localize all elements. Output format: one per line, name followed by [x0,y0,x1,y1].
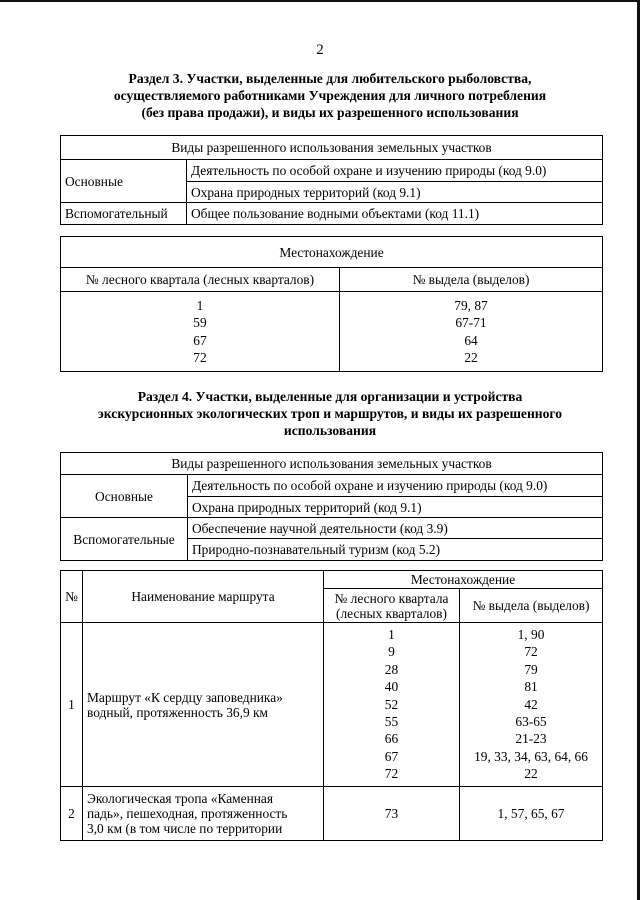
table-row [61,623,603,787]
plots-value: 79 [524,661,538,677]
quarter-value: 67 [193,332,207,348]
plots-value: 22 [464,349,478,365]
usage-table-header: Виды разрешенного использования земельных участков [61,136,603,160]
quarter-value: 28 [384,661,399,677]
quarter-value: 55 [384,713,399,729]
table-row [61,787,603,841]
quarter-column-header [324,589,460,623]
quarter-header-line: (лесных кварталов) [336,605,447,621]
section3-title-line: (без права продажи), и виды их разрешенного использования [141,105,519,120]
plots-list [460,623,603,787]
quarter-value: 1 [196,297,204,313]
plots-value: 1, 90 [517,627,545,642]
section3-title [70,70,590,121]
section3-location-table [60,236,603,372]
plots-value: 22 [524,766,538,782]
main-usage-label: Основные [61,475,188,518]
route-name [83,787,324,841]
section3-usage-table [60,135,603,225]
location-header: Местонахождение [61,237,603,268]
plots-value: 64 [464,332,478,348]
location-header: Местонахождение [324,571,603,589]
section3-title-line: Раздел 3. Участки, выделенные для любительского рыболовства, [128,71,532,86]
quarter-value: 66 [384,731,399,747]
route-name-header: Наименование маршрута [83,571,324,623]
section4-title [70,388,590,439]
main-usage-item: Охрана природных территорий (код 9.1) [187,182,603,203]
route-name [83,623,324,787]
route-name-line: падь», пешеходная, протяженность [87,806,288,821]
route-name-line: Маршрут «К сердцу заповедника» [87,689,283,705]
scan-edge-top [0,0,640,2]
page-number: 2 [316,42,324,58]
quarter-value: 9 [388,644,395,660]
section4-title-line: экскурсионных экологических троп и маршрутов, и виды их разрешенного [97,406,563,421]
main-usage-item: Деятельность по особой охране и изучению природы (код 9.0) [187,160,603,182]
plots-value: 19, 33, 34, 63, 64, 66 [474,748,588,764]
quarter-value: 59 [193,315,207,331]
plots-value: 1, 57, 65, 67 [460,787,603,841]
plots-value: 63-65 [515,713,547,729]
plots-value: 42 [524,696,538,712]
usage-table-header: Виды разрешенного использования земельных участков [61,453,603,475]
plots-value: 79, 87 [454,297,488,313]
route-name-line: водный, протяженность 36,9 км [87,704,268,720]
plots-value: 21-23 [515,731,547,747]
quarter-column-header: № лесного квартала (лесных кварталов) [61,268,340,292]
main-usage-label: Основные [61,160,187,203]
plots-column-header: № выдела (выделов) [340,268,603,292]
route-name-line: Экологическая тропа «Каменная [87,791,274,806]
quarter-value: 72 [193,349,207,365]
quarter-value: 67 [384,748,399,764]
section4-usage-table [60,452,603,561]
quarter-header-line: № лесного квартала [334,590,449,606]
route-number: 2 [61,787,83,841]
plots-value: 81 [524,679,538,695]
aux-usage-item: Природно-познавательный туризм (код 5.2) [188,539,603,561]
plots-list [340,292,603,372]
aux-usage-item: Обеспечение научной деятельности (код 3.9) [188,518,603,539]
route-name-line: 3,0 км (в том числе по территории [87,821,283,836]
quarter-value: 52 [384,696,399,712]
plots-value: 72 [524,644,538,660]
quarter-value: 40 [384,679,399,695]
section4-title-line: Раздел 4. Участки, выделенные для организации и устройства [137,389,523,404]
section3-title-line: осуществляемого работниками Учреждения для личного потребления [113,88,547,103]
main-usage-item: Деятельность по особой охране и изучению природы (код 9.0) [188,475,603,497]
aux-usage-label: Вспомогательные [61,518,188,561]
route-number-header: № [61,571,83,623]
plots-value: 67-71 [455,315,487,331]
plots-column-header: № выдела (выделов) [460,589,603,623]
aux-usage-label: Вспомогательный [61,203,187,225]
quarter-value: 72 [384,766,399,782]
quarter-list [61,292,340,372]
quarter-value: 73 [324,787,460,841]
quarter-list [324,623,460,787]
quarter-value: 1 [388,627,395,642]
section4-routes-table [60,570,603,841]
aux-usage-item: Общее пользование водными объектами (код 11.1) [187,203,603,225]
main-usage-item: Охрана природных территорий (код 9.1) [188,497,603,518]
section4-title-line: использования [283,423,377,438]
route-number: 1 [61,623,83,787]
